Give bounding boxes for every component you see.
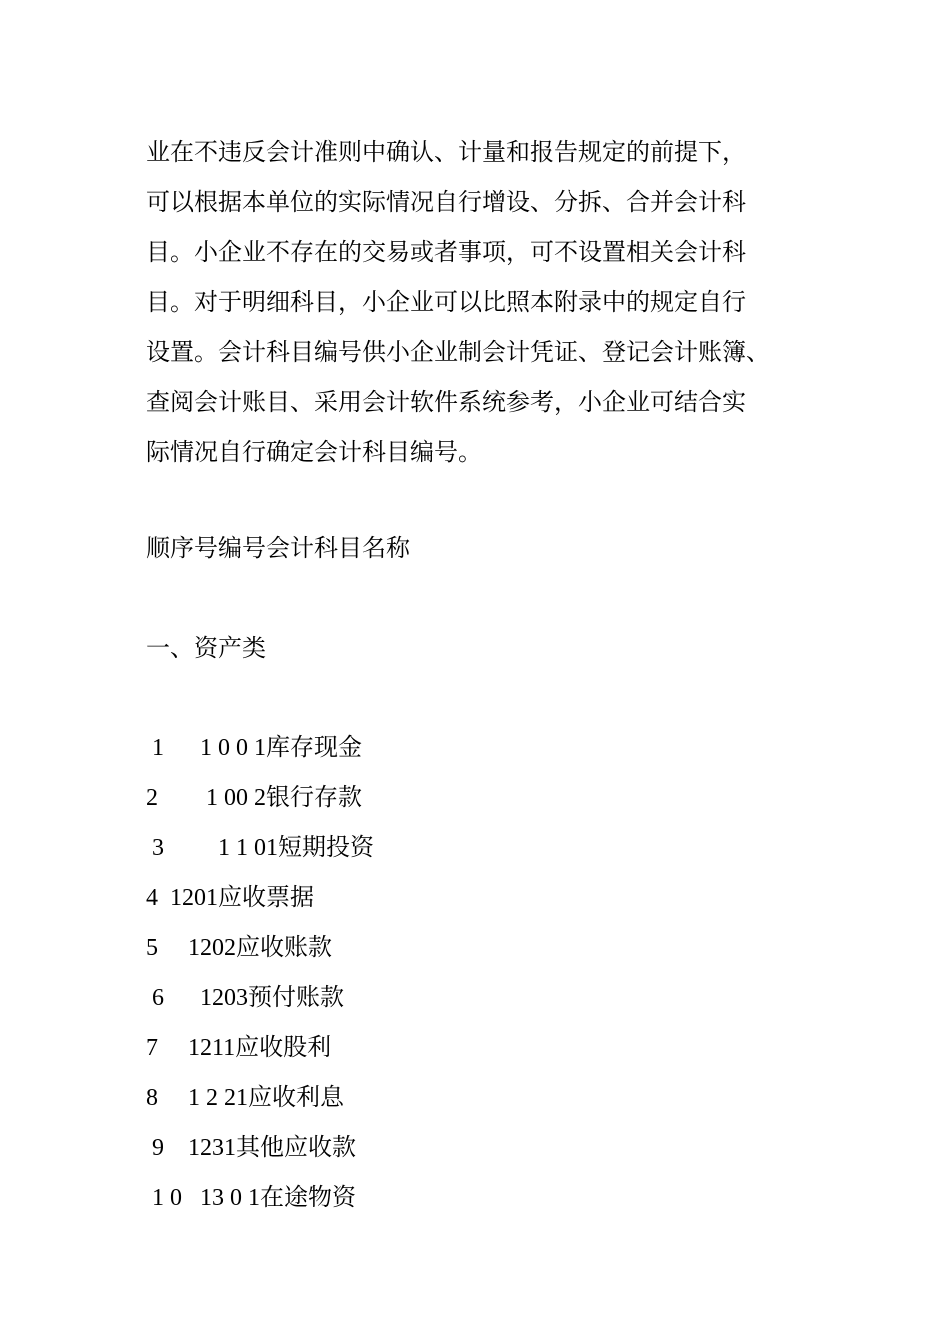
account-code: 9 1231	[146, 1135, 236, 1161]
account-row	[146, 972, 374, 1022]
account-name: 库存现金	[266, 733, 362, 761]
account-code: 2 1 00 2	[146, 785, 266, 811]
paragraph-line: 设置。会计科目编号供小企业制会计凭证、登记会计账簿、	[146, 338, 770, 366]
account-name: 应收股利	[235, 1033, 332, 1061]
table-column-header: 顺序号编号会计科目名称	[146, 534, 410, 562]
account-code: 4 1201	[146, 885, 218, 911]
account-row	[146, 1022, 374, 1072]
account-name: 其他应收款	[236, 1133, 356, 1161]
paragraph-line: 查阅会计账目、采用会计软件系统参考，小企业可结合实	[146, 388, 746, 416]
account-code: 1 0 13 0 1	[146, 1185, 260, 1211]
paragraph-line: 目。对于明细科目，小企业可以比照本附录中的规定自行	[146, 288, 746, 316]
paragraph-line: 可以根据本单位的实际情况自行增设、分拆、合并会计科	[146, 188, 746, 216]
account-name: 应收账款	[236, 933, 332, 961]
account-row	[146, 872, 374, 922]
paragraph-line: 目。小企业不存在的交易或者事项，可不设置相关会计科	[146, 238, 746, 266]
account-row	[146, 922, 374, 972]
account-name: 在途物资	[260, 1183, 356, 1211]
account-name: 银行存款	[266, 783, 362, 811]
account-code: 7 1211	[146, 1035, 236, 1061]
account-row	[146, 1122, 374, 1172]
account-name: 应收利息	[248, 1083, 344, 1111]
account-code: 8 1 2 21	[146, 1085, 248, 1111]
account-row	[146, 1072, 374, 1122]
account-name: 应收票据	[218, 883, 314, 911]
account-row	[146, 722, 374, 772]
paragraph-line: 际情况自行确定会计科目编号。	[146, 438, 482, 466]
account-row	[146, 822, 374, 872]
account-name: 短期投资	[278, 833, 374, 861]
account-code: 1 1 0 0 1	[146, 735, 266, 761]
account-list	[146, 722, 374, 1222]
account-row	[146, 1172, 374, 1222]
account-code: 6 1203	[146, 985, 248, 1011]
account-row	[146, 772, 374, 822]
section-title-assets: 一、资产类	[146, 634, 266, 662]
account-code: 5 1202	[146, 935, 236, 961]
paragraph-line: 业在不违反会计准则中确认、计量和报告规定的前提下，	[146, 138, 746, 166]
account-code: 3 1 1 01	[146, 835, 278, 861]
account-name: 预付账款	[248, 983, 344, 1011]
intro-paragraph	[146, 127, 826, 477]
